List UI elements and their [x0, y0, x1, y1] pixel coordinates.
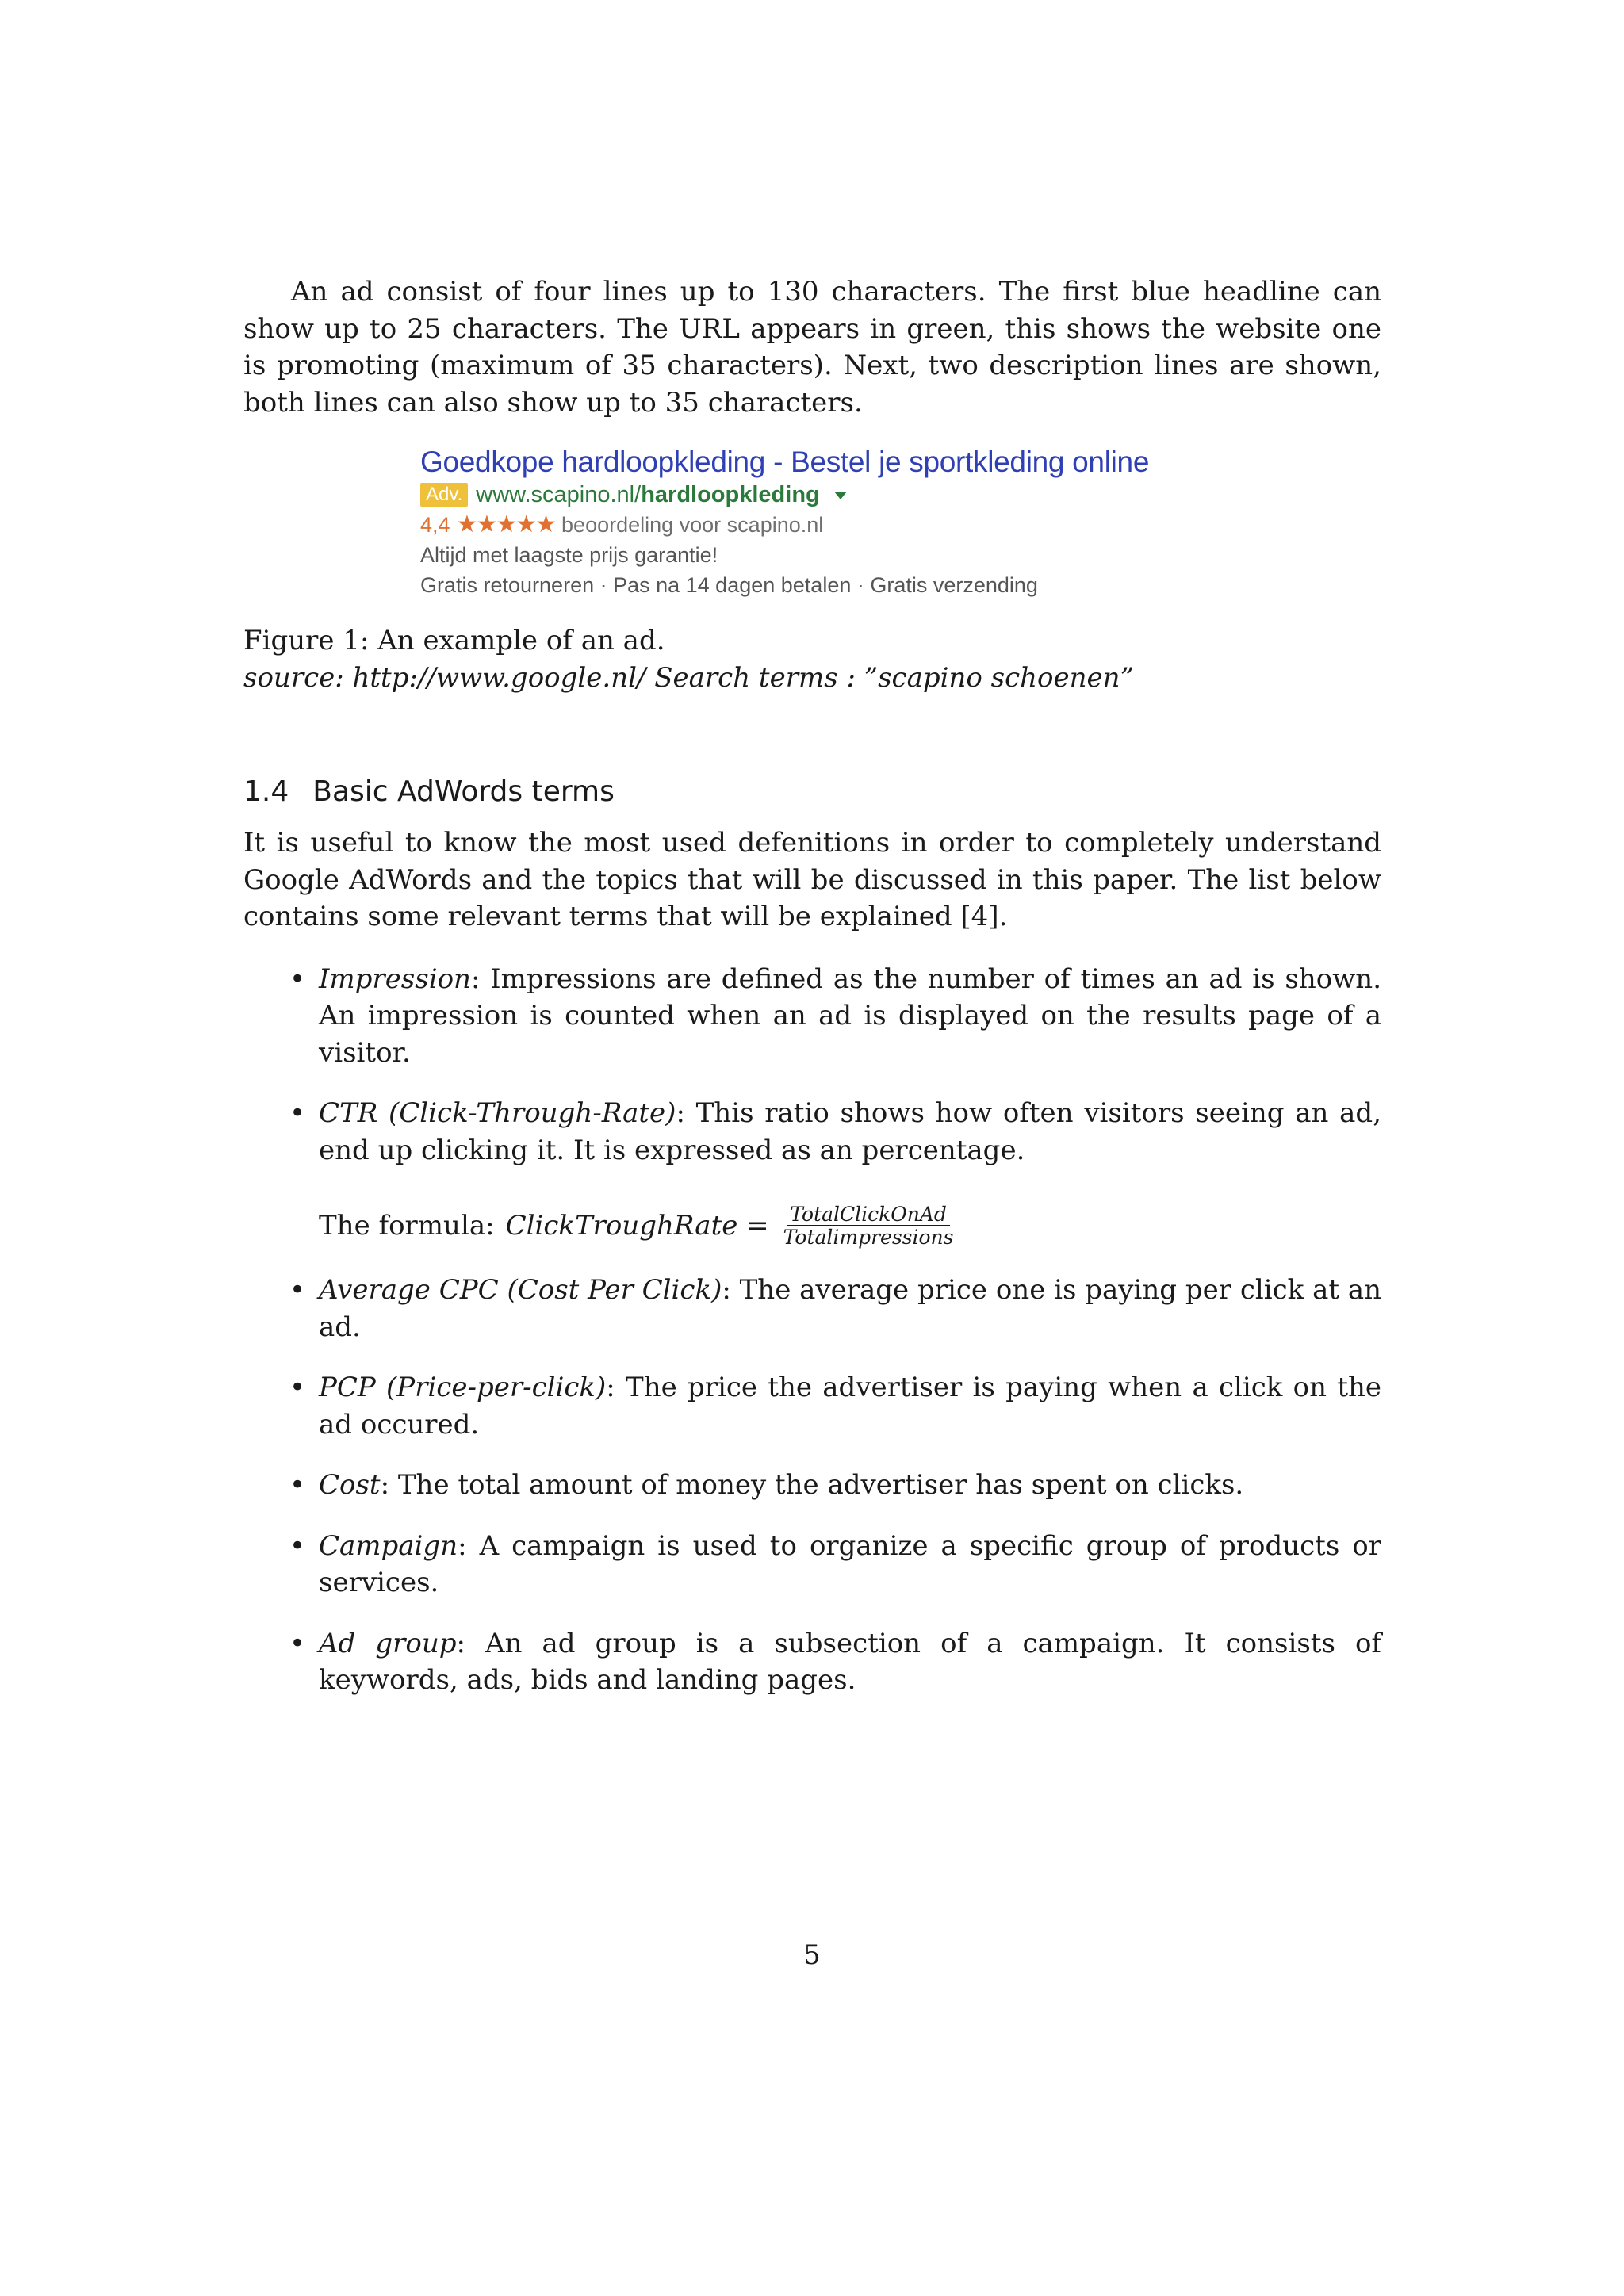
term-definition: : Impressions are defined as the number of times an ad is shown. An impression is counted when an ad is displayed on the results page of a visitor.: [319, 962, 1381, 1069]
ad-headline: Goedkope hardloopkleding - Bestel je sportkleding online: [420, 446, 1150, 478]
term-definition: : The price the advertiser is paying when a click on the ad occured.: [319, 1372, 1382, 1441]
ad-badge: Adv.: [420, 483, 468, 507]
list-item: [243, 1467, 1381, 1504]
ad-rating-row: [420, 510, 1213, 540]
ad-url-prefix: www.scapino.nl/: [476, 482, 642, 507]
term-definition: : The average price one is paying per click at an ad.: [319, 1274, 1381, 1343]
formula-fraction: [780, 1203, 957, 1248]
bullet-icon: •: [289, 1372, 306, 1403]
term-name: Cost: [319, 1469, 381, 1501]
list-item: [243, 1095, 1381, 1248]
term-name: CTR (Click-Through-Rate): [319, 1097, 676, 1129]
ad-example-figure: [420, 445, 1213, 600]
bullet-icon: •: [289, 1529, 306, 1562]
bullet-icon: •: [289, 1469, 306, 1501]
list-item: [243, 1528, 1381, 1601]
ad-url: [476, 480, 820, 510]
formula-lhs: ClickTroughRate =: [505, 1209, 769, 1242]
bullet-icon: •: [289, 962, 306, 995]
term-definition: : An ad group is a subsection of a campaign. It consists of keywords, ads, bids and landing pages.: [319, 1627, 1381, 1696]
term-name: Ad group: [319, 1627, 457, 1659]
figure-caption: [243, 622, 1381, 696]
ad-rating-value: 4,4: [420, 513, 450, 537]
caret-down-icon: [834, 492, 847, 499]
list-item: [243, 1369, 1381, 1443]
formula-prefix: The formula:: [319, 1209, 495, 1242]
term-definition: : A campaign is used to organize a specific group of products or services.: [319, 1529, 1381, 1598]
ad-url-row: [420, 480, 1213, 510]
term-name: Campaign: [319, 1529, 458, 1562]
ad-description-line-1: Altijd met laagste prijs garantie!: [420, 543, 718, 567]
terms-list: [243, 961, 1381, 1699]
section-heading: [243, 774, 1381, 810]
term-name: Average CPC (Cost Per Click): [319, 1274, 722, 1306]
term-name: Impression: [319, 962, 471, 995]
section-intro: It is useful to know the most used defenitions in order to completely understand Google AdWords and the topics that will be discussed in this paper. The list below contains some relevant terms that will be explained [4].: [243, 827, 1381, 932]
formula-denominator: Totalimpressions: [783, 1226, 954, 1249]
intro-paragraph: An ad consist of four lines up to 130 characters. The first blue headline can show up to 25 characters. The URL appears in green, this shows the website one is promoting (maximum of 35 characters). Next, two description lines are shown, both lines can also show up to 35 characters.: [243, 276, 1381, 419]
term-name: PCP (Price-per-click): [319, 1372, 607, 1403]
page-number: 5: [803, 1939, 821, 1971]
list-item: [243, 961, 1381, 1072]
ad-rating-text: beoordeling voor scapino.nl: [561, 513, 824, 537]
list-item: [243, 1272, 1381, 1345]
bullet-icon: •: [289, 1627, 306, 1659]
ad-description-line-2: Gratis retourneren · Pas na 14 dagen betalen · Gratis verzending: [420, 573, 1038, 597]
term-definition: : The total amount of money the advertiser has spent on clicks.: [380, 1469, 1244, 1501]
bullet-icon: •: [289, 1097, 306, 1129]
bullet-icon: •: [289, 1274, 306, 1306]
term-definition: : This ratio shows how often visitors seeing an ad, end up clicking it. It is expressed as an percentage.: [319, 1097, 1382, 1166]
section-title: Basic AdWords terms: [312, 775, 615, 808]
figure-caption-source: source: http://www.google.nl/ Search terms : ”scapino schoenen”: [243, 661, 1134, 694]
list-item: [243, 1625, 1381, 1699]
page-content: [243, 274, 1381, 1723]
formula-numerator: TotalClickOnAd: [787, 1203, 950, 1226]
ad-url-path: hardloopkleding: [641, 482, 820, 507]
formula: [319, 1203, 1381, 1248]
section-number: 1.4: [243, 775, 289, 808]
star-rating-icon: ★★★★★: [456, 511, 556, 538]
figure-caption-label: Figure 1: An example of an ad.: [243, 625, 665, 656]
